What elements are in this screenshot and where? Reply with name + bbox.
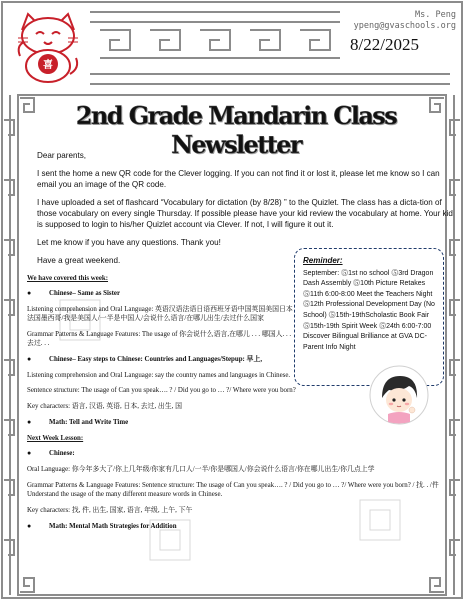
letter-paragraph-qr: I sent the home a new QR code for the Clever logging. If you can not find it or lost it, please let me know so I can email you an image of the QR code.: [37, 169, 440, 189]
covered-listening: Listening comprehension and Oral Language: 英语汉语法语日语西班牙语中国英国美国日本法国墨西哥/我是美国人/一半是中国人/会说什么语言/在哪儿出生/去过什么国家: [27, 306, 293, 322]
covered-grammar: Grammar Patterns & Language Features: The usage of 你会说什么语言,在哪儿 . . . 哪国人. . . 去过. . .: [27, 331, 292, 347]
next-week-heading: Next Week Lesson:: [27, 435, 84, 442]
newsletter-date: 8/22/2025: [350, 35, 419, 54]
teacher-name: Ms. Peng: [415, 10, 456, 20]
reminder-line: September: ⓹1st no school ⓹3rd Dragon: [303, 269, 434, 277]
thinking-girl-illustration: [368, 364, 430, 426]
next-grammar: Grammar Patterns & Language Features: Sentence structure: The usage of Can you speak…. ? / Did you go to … ?/ Where were you born? / 找. . /件 Understand the usage of the many different measure words in Chinese.: [27, 482, 439, 498]
covered-listening-2: Listening comprehension and Oral Language: say the country names and languages in Chinese.: [27, 372, 291, 379]
next-bullet-math: [27, 522, 297, 531]
bullet-text: Chinese– Easy steps to Chinese: Countries and Languages/Stepup: 早上,: [49, 356, 263, 363]
bullet-text: Math: Mental Math Strategies for Addition: [49, 523, 177, 530]
reminder-line: Discover Bilingual Brilliance at GVA DC-: [303, 333, 427, 341]
logo-character: 喜: [43, 60, 53, 71]
letter-greeting: Dear parents,: [37, 151, 87, 160]
bullet-dot: ●: [27, 522, 32, 530]
lucky-cat-logo: [12, 8, 84, 86]
covered-heading: We have covered this week:: [27, 275, 109, 282]
bullet-dot: ●: [27, 449, 32, 457]
bullet-text: Math: Tell and Write Time: [49, 419, 129, 426]
bullet-text: Chinese– Same as Sister: [49, 290, 121, 297]
covered-bullet-chinese: [27, 289, 297, 298]
reminder-line: School) ⓹15th-19thScholastic Book Fair: [303, 311, 430, 319]
letter-closing: Have a great weekend.: [37, 256, 121, 265]
reminder-line: ⓹11th 6:00-8:00 Meet the Teachers Night: [303, 290, 433, 298]
letter-paragraph-questions: Let me know if you have any questions. Thank you!: [37, 238, 221, 247]
teacher-info: [354, 10, 456, 32]
teacher-email[interactable]: ypeng@gvaschools.org: [353, 21, 456, 31]
reminder-line: ⓹12th Professional Development Day (No: [303, 301, 435, 309]
covered-sentence: Sentence structure: The usage of Can you speak…. ? / Did you go to … ?/ Where were you born?: [27, 387, 296, 394]
bullet-dot: ●: [27, 418, 32, 426]
covered-bullet-math: [27, 418, 297, 427]
newsletter-title: 2nd Grade Mandarin Class Newsletter: [75, 101, 397, 159]
bullet-dot: ●: [27, 289, 32, 297]
bullet-text: Chinese:: [49, 450, 75, 457]
covered-key-characters: Key characters: 语言, 汉语, 英语, 日本, 去过, 出生, 国: [27, 403, 183, 410]
reminder-title: Reminder:: [303, 256, 343, 265]
covered-bullet-easy-steps: [27, 355, 297, 364]
next-bullet-chinese: [27, 449, 297, 458]
bullet-dot: ●: [27, 355, 32, 363]
next-key-characters: Key characters: 找, 件, 出生, 国家, 语言, 年级, 上午, 下午: [27, 507, 193, 514]
reminder-line: Dash Assembly ⓹10th Picture Retakes: [303, 280, 426, 288]
letter-paragraph-quizlet: I have uploaded a set of flashcard “Vocabulary for dictation (by 8/28) ” to the Quizlet. The class has a dicta-tion of those vocabulary on every single Thursday. If possible please have your kid review the vocabulary at home. Your kid is supposed to login to his/her Quizlet account via Clever. If not, I will figure it out it.: [37, 198, 453, 229]
next-oral-language: Oral Language: 你今年多大了/你上几年级/你家有几口人/一半/你是哪国人/你会说什么语言/你在哪儿出生/你几点上学: [27, 466, 375, 473]
reminder-line: Parent Info Night: [303, 343, 356, 351]
reminder-line: ⓹15th-19th Spirit Week ⓹24th 6:00-7:00: [303, 322, 432, 330]
